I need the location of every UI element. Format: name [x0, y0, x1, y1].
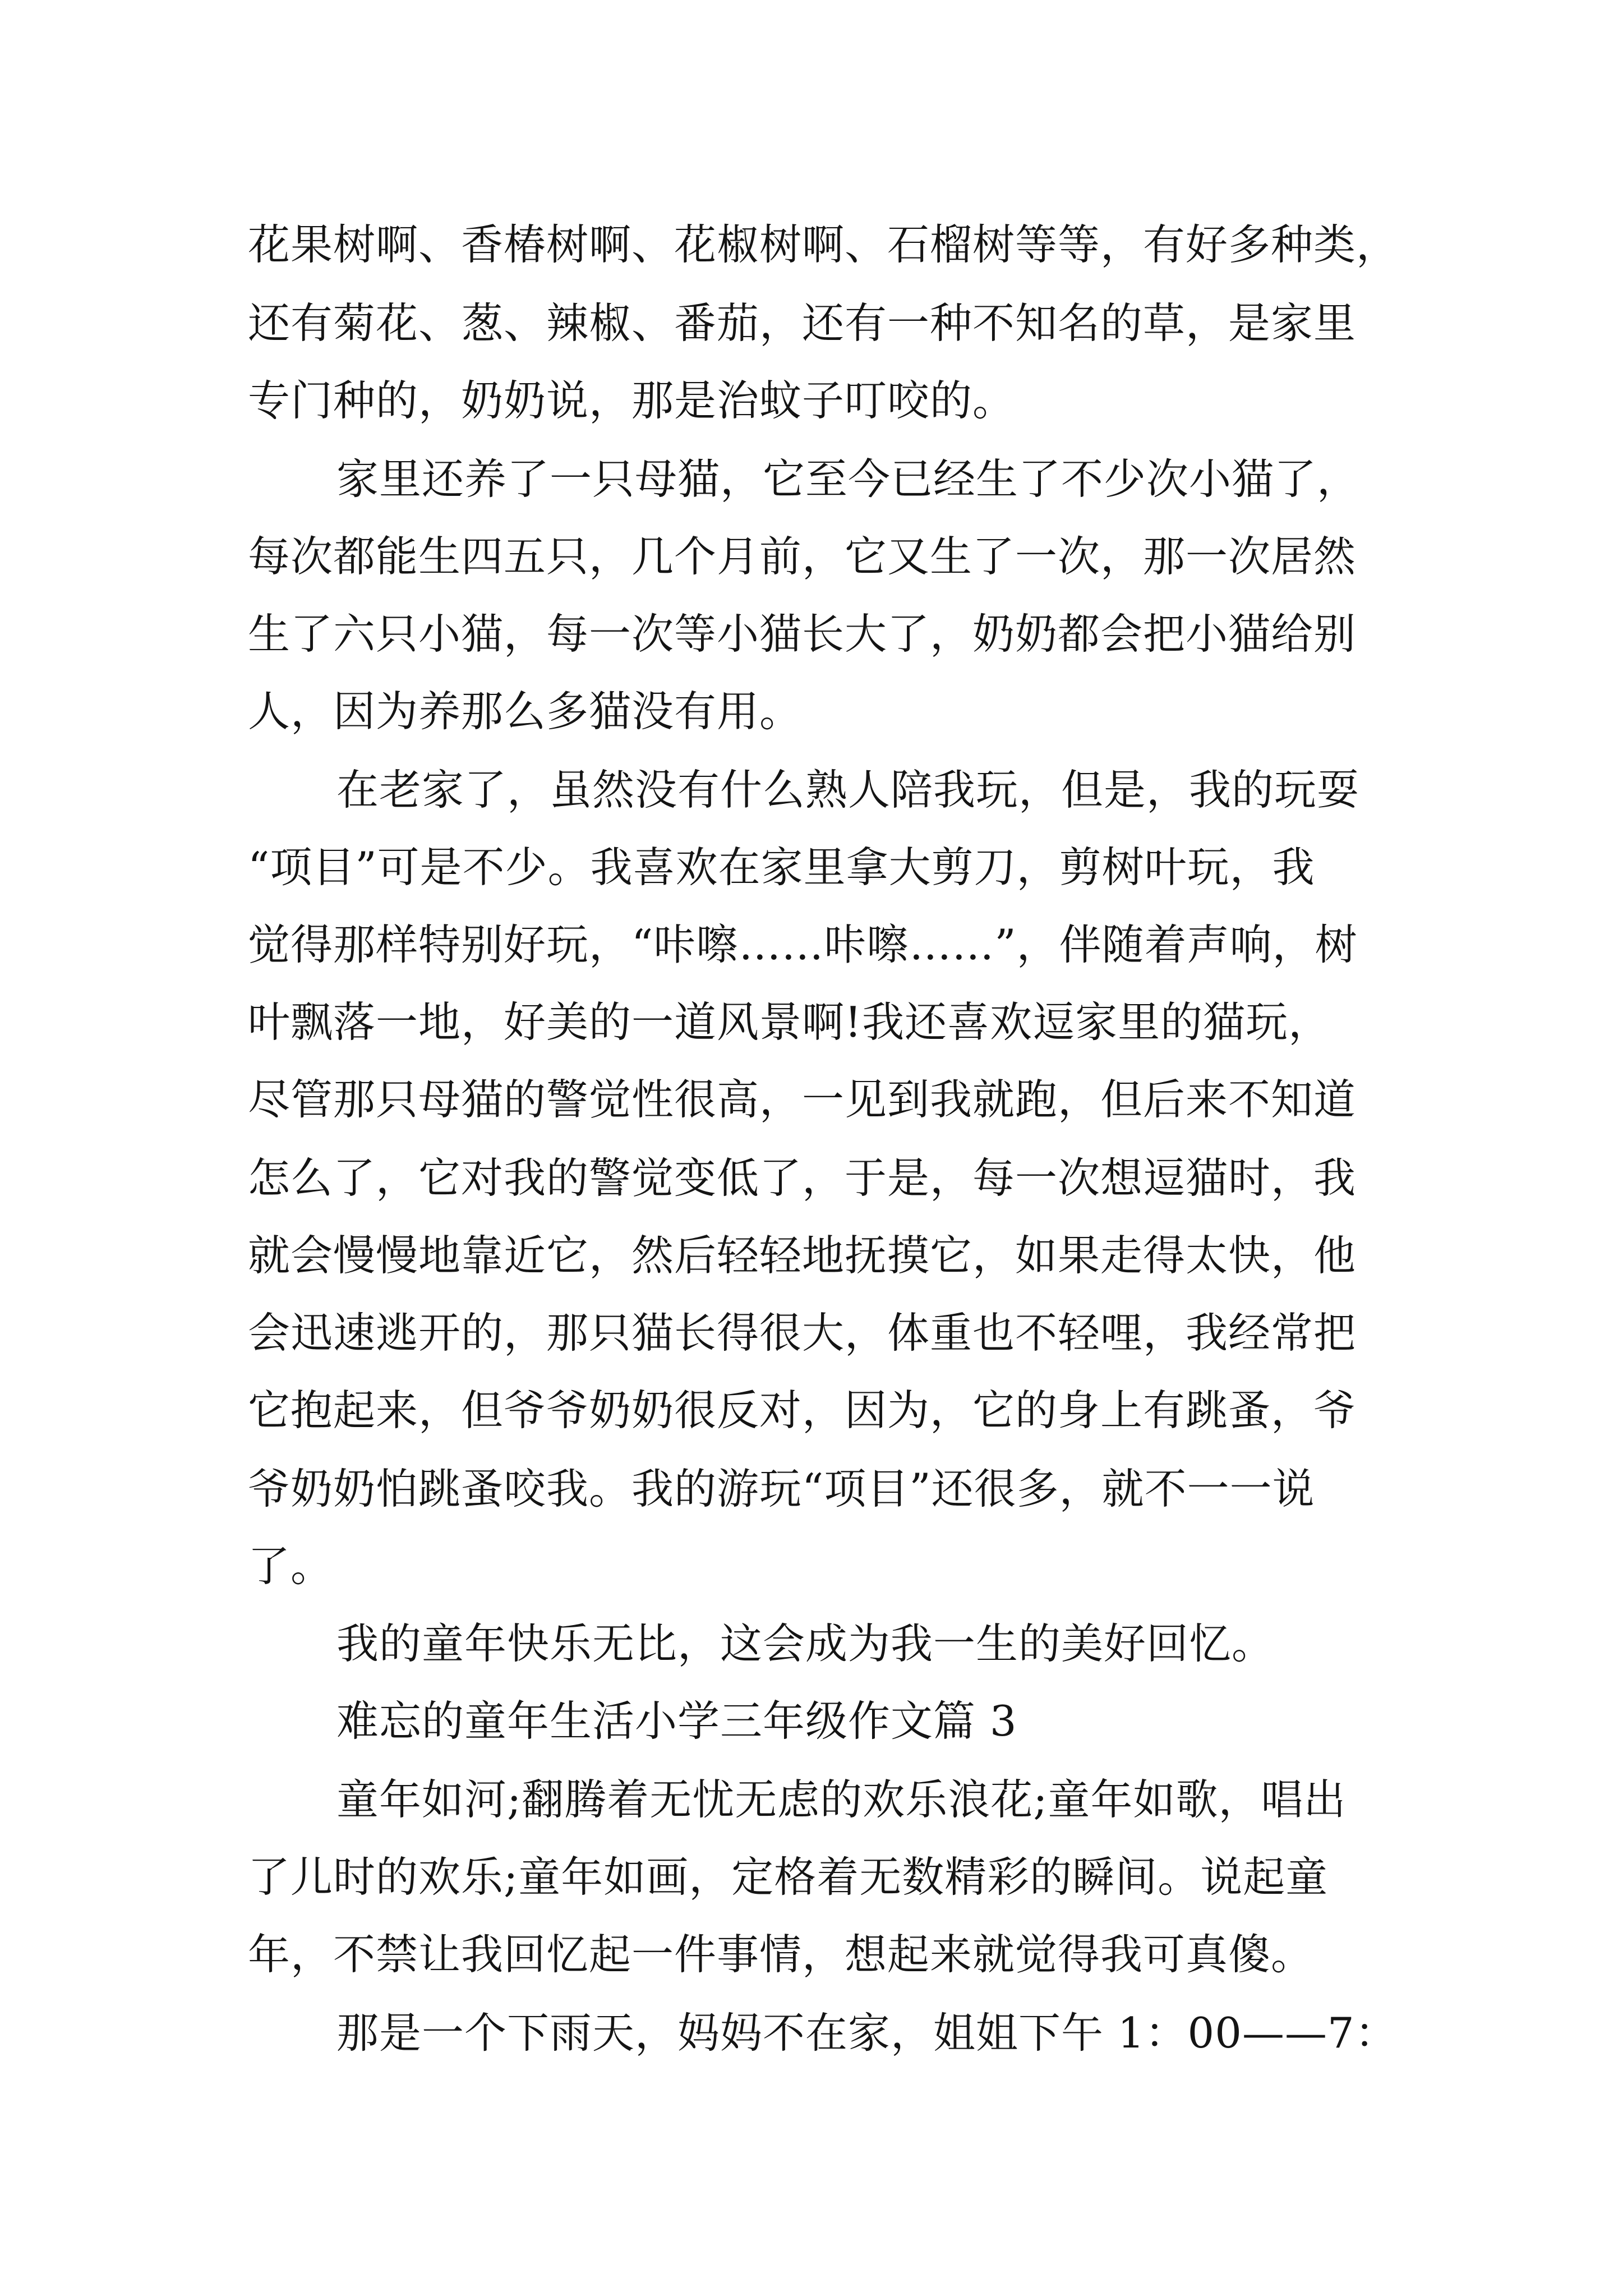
text-line: 年，不禁让我回忆起一件事情，想起来就觉得我可真傻。: [248, 1930, 1314, 1979]
text-line: 生了六只小猫，每一次等小猫长大了，奶奶都会把小猫给别: [248, 609, 1357, 659]
text-line: 会迅速逃开的，那只猫长得很大，体重也不轻哩，我经常把: [248, 1308, 1357, 1358]
text-line: 那是一个下雨天，妈妈不在家，姐姐下午 1：00——7：: [336, 2008, 1398, 2058]
text-line: 尽管那只母猫的警觉性很高，一见到我就跑，但后来不知道: [248, 1075, 1357, 1124]
text-line: 在老家了，虽然没有什么熟人陪我玩，但是，我的玩耍: [336, 765, 1360, 815]
text-line: 怎么了，它对我的警觉变低了，于是，每一次想逗猫时，我: [248, 1153, 1357, 1203]
text-line: 童年如河;翻腾着无忧无虑的欢乐浪花;童年如歌，唱出: [336, 1775, 1347, 1824]
section-heading: 难忘的童年生活小学三年级作文篇 3: [336, 1696, 1017, 1746]
text-line: 叶飘落一地，好美的一道风景啊!我还喜欢逗家里的猫玩，: [248, 997, 1331, 1047]
text-line: 人，因为养那么多猫没有用。: [248, 687, 803, 736]
text-line: 家里还养了一只母猫，它至今已经生了不少次小猫了，: [336, 454, 1360, 504]
text-line: 它抱起来，但爷爷奶奶很反对，因为，它的身上有跳蚤，爷: [248, 1386, 1357, 1435]
text-line: 爷奶奶怕跳蚤咬我。我的游玩“项目”还很多，就不一一说: [248, 1464, 1315, 1513]
text-line: “项目”可是不少。我喜欢在家里拿大剪刀，剪树叶玩，我: [248, 843, 1315, 892]
text-line: 每次都能生四五只，几个月前，它又生了一次，那一次居然: [248, 532, 1357, 581]
text-line: 就会慢慢地靠近它，然后轻轻地抚摸它，如果走得太快，他: [248, 1231, 1357, 1280]
text-line: 花果树啊、香椿树啊、花椒树啊、石榴树等等，有好多种类，: [248, 220, 1399, 269]
text-line: 了。: [248, 1542, 334, 1591]
text-line: 觉得那样特别好玩，“咔嚓……咔嚓……”，伴随着声响，树: [248, 920, 1358, 969]
text-line: 了儿时的欢乐;童年如画，定格着无数精彩的瞬间。说起童: [248, 1852, 1329, 1902]
text-line: 专门种的，奶奶说，那是治蚊子叮咬的。: [248, 376, 1016, 425]
text-line: 还有菊花、葱、辣椒、番茄，还有一种不知名的草，是家里: [248, 298, 1357, 348]
text-line: 我的童年快乐无比，这会成为我一生的美好回忆。: [336, 1619, 1275, 1668]
